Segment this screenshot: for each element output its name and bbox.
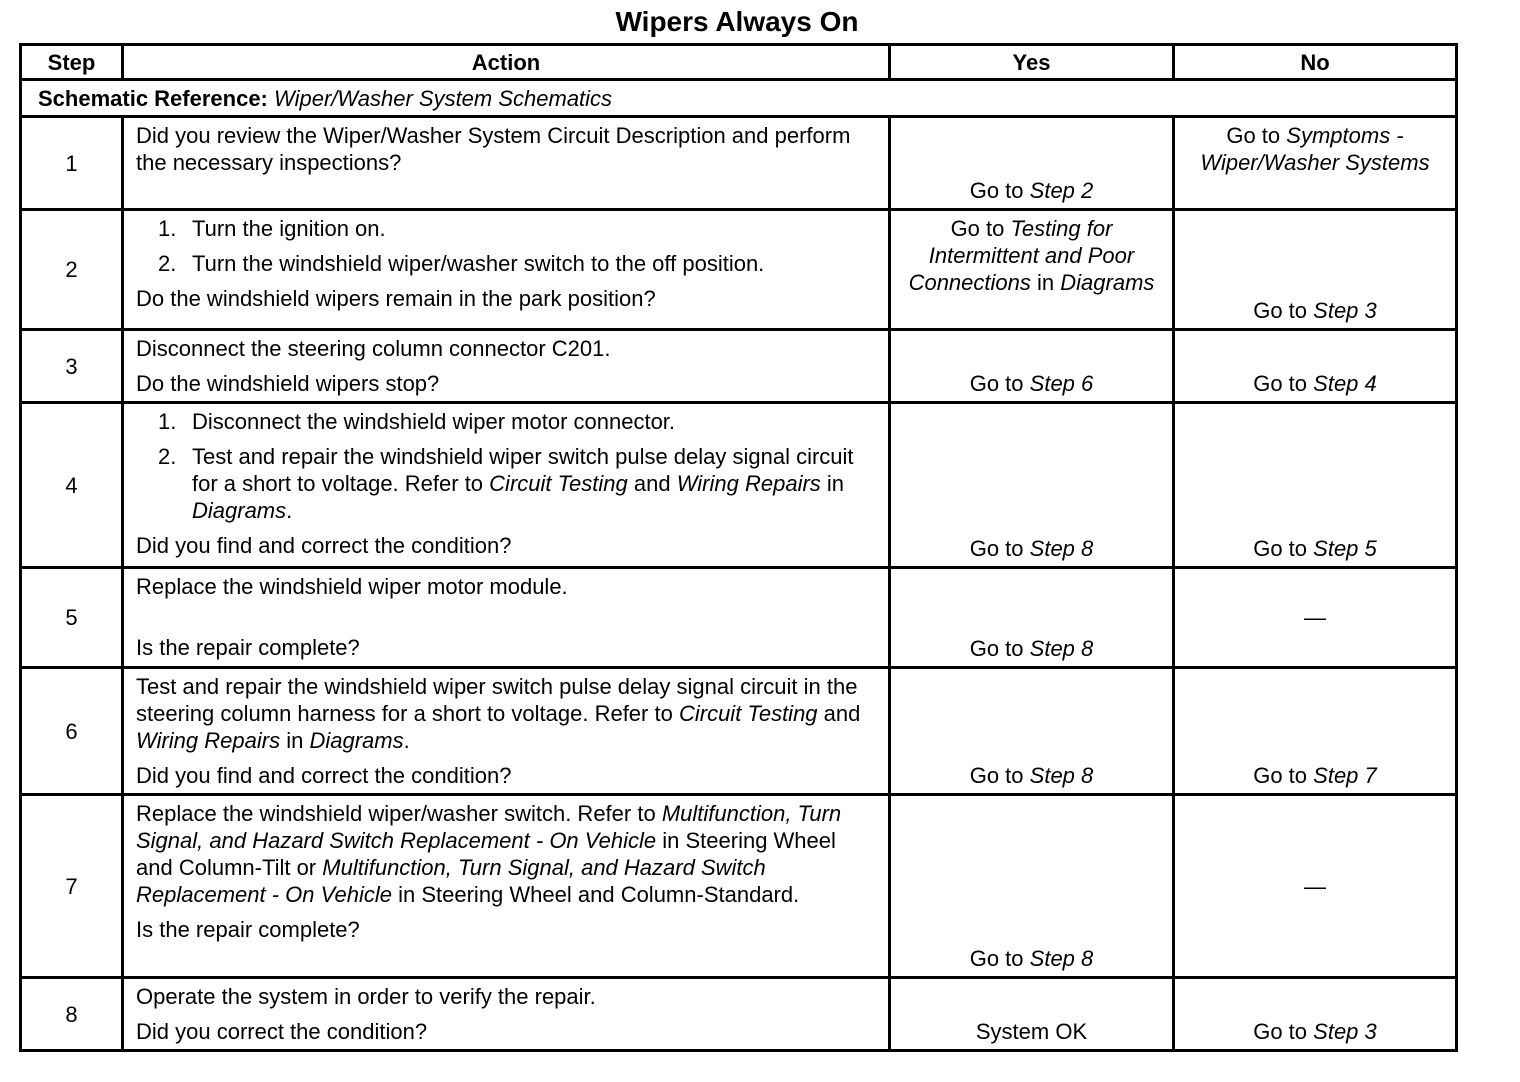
no-reference: Symptoms - Wiper/Washer Systems (1200, 123, 1430, 175)
action-text: Operate the system in order to verify the repair. (136, 984, 596, 1009)
action-steps (136, 408, 878, 524)
no-cell (1174, 668, 1457, 795)
yes-prefix: Go to (969, 946, 1024, 971)
yes-reference: Step 8 (1029, 636, 1094, 661)
header-row (21, 45, 1457, 80)
action-question: Did you find and correct the condition? (136, 763, 512, 788)
action-cell (123, 210, 890, 330)
header-yes: Yes (890, 45, 1174, 80)
yes-prefix: Go to (969, 178, 1024, 203)
action-cell (123, 403, 890, 568)
action-question: Did you find and correct the condition? (136, 533, 512, 558)
yes-connector: in (1037, 270, 1055, 295)
action-question: Do the windshield wipers stop? (136, 371, 440, 396)
yes-reference: Step 6 (1029, 371, 1094, 396)
yes-cell (890, 668, 1174, 795)
action-steps (136, 215, 878, 277)
action-question: Do the windshield wipers remain in the park position? (136, 286, 656, 311)
yes-cell (890, 978, 1174, 1051)
yes-cell (890, 795, 1174, 978)
page-title: Wipers Always On (615, 6, 859, 37)
action-text: Test and repair the windshield wiper switch pulse delay signal circuit in the steering column harness for a short to voltage. Refer to Circuit Testing and Wiring Repairs in Diagrams. (136, 674, 861, 753)
no-cell (1174, 568, 1457, 668)
no-cell (1174, 978, 1457, 1051)
schematic-reference-row (21, 80, 1457, 117)
action-cell (123, 568, 890, 668)
step-number: 2 (21, 210, 123, 330)
yes-cell (890, 117, 1174, 210)
no-prefix: Go to (1226, 123, 1281, 148)
action-cell (123, 795, 890, 978)
schematic-reference-label: Schematic Reference: (38, 85, 268, 111)
action-question: Is the repair complete? (136, 917, 360, 942)
action-cell (123, 668, 890, 795)
action-step-item: 2. Test and repair the windshield wiper switch pulse delay signal circuit for a short to voltage. Refer to Circuit Testing and Wiring Repairs in Diagrams. (158, 444, 854, 523)
yes-reference: Step 8 (1029, 763, 1094, 788)
step-number: 8 (21, 978, 123, 1051)
no-prefix: Go to (1253, 371, 1308, 396)
action-text: Disconnect the steering column connector C201. (136, 336, 611, 361)
no-reference: Step 7 (1313, 763, 1377, 788)
step-number: 7 (21, 795, 123, 978)
table-row (21, 978, 1457, 1051)
action-cell (123, 978, 890, 1051)
table-row (21, 330, 1457, 403)
action-question: Is the repair complete? (136, 635, 360, 660)
action-step-item: 2. Turn the windshield wiper/washer switch to the off position. (158, 251, 765, 276)
yes-prefix: Go to (969, 763, 1024, 788)
no-reference: Step 4 (1313, 371, 1377, 396)
no-prefix: Go to (1253, 298, 1308, 323)
no-reference: Step 3 (1313, 298, 1377, 323)
no-dash: — (1304, 873, 1326, 899)
diagnostic-table (19, 43, 1458, 1052)
step-number: 1 (21, 117, 123, 210)
action-cell (123, 330, 890, 403)
action-step-item: 1. Disconnect the windshield wiper motor connector. (158, 409, 676, 434)
yes-reference: Step 8 (1029, 946, 1094, 971)
table-row (21, 403, 1457, 568)
yes-reference: Testing for Intermittent and Poor Connections (908, 216, 1135, 295)
step-number: 5 (21, 568, 123, 668)
yes-reference-2: Diagrams (1060, 270, 1155, 295)
no-dash: — (1304, 605, 1326, 630)
yes-reference: Step 2 (1029, 178, 1094, 203)
yes-prefix: Go to (950, 216, 1005, 241)
yes-prefix: Go to (969, 636, 1024, 661)
no-cell (1174, 210, 1457, 330)
action-text: Replace the windshield wiper/washer switch. Refer to Multifunction, Turn Signal, and Hazard Switch Replacement - On Vehicle in Steering Wheel and Column-Tilt or Multifunction, Turn Signal, and Hazard Switch Replacement - On Vehicle in Steering Wheel and Column-Standard. (136, 801, 842, 907)
yes-cell (890, 403, 1174, 568)
table-row (21, 568, 1457, 668)
action-step-item: 1. Turn the ignition on. (158, 216, 386, 241)
yes-reference: Step 8 (1029, 536, 1094, 561)
action-question: Did you correct the condition? (136, 1019, 428, 1044)
schematic-reference-value: Wiper/Washer System Schematics (274, 85, 613, 111)
no-prefix: Go to (1253, 536, 1308, 561)
yes-prefix: Go to (969, 371, 1024, 396)
no-cell (1174, 330, 1457, 403)
step-number: 6 (21, 668, 123, 795)
yes-cell (890, 210, 1174, 330)
header-no: No (1174, 45, 1457, 80)
table-row (21, 117, 1457, 210)
yes-result: System OK (975, 1019, 1088, 1044)
action-text: Did you review the Wiper/Washer System Circuit Description and perform the necessary inspections? (136, 123, 851, 175)
yes-cell (890, 568, 1174, 668)
header-step: Step (21, 45, 123, 80)
no-prefix: Go to (1253, 763, 1308, 788)
table-row (21, 668, 1457, 795)
header-action: Action (123, 45, 890, 80)
yes-prefix: Go to (969, 536, 1024, 561)
table-row (21, 210, 1457, 330)
no-prefix: Go to (1253, 1019, 1308, 1044)
no-reference: Step 3 (1313, 1019, 1377, 1044)
no-cell (1174, 117, 1457, 210)
no-reference: Step 5 (1313, 536, 1377, 561)
no-cell (1174, 403, 1457, 568)
no-cell (1174, 795, 1457, 978)
table-row (21, 795, 1457, 978)
step-number: 3 (21, 330, 123, 403)
step-number: 4 (21, 403, 123, 568)
action-cell (123, 117, 890, 210)
yes-cell (890, 330, 1174, 403)
action-text: Replace the windshield wiper motor module. (136, 574, 568, 599)
schematic-reference (21, 80, 1457, 117)
